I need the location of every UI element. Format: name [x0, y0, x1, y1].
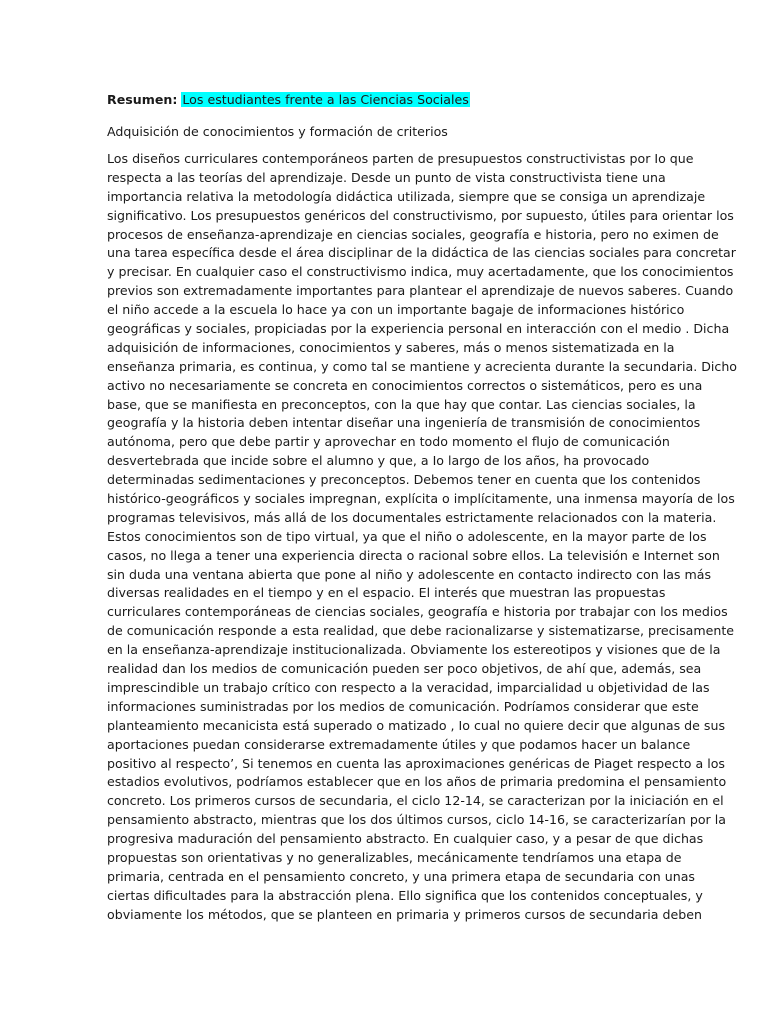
body-text-line: histórico-geográficos y sociales impregnan, explícita o implícitamente, una inmensa mayoría de los: [107, 491, 735, 507]
body-text-line: primaria, centrada en el pensamiento concreto, y una primera etapa de secundaria con unas: [107, 868, 695, 884]
body-text-line: ciertas dificultades para la abstracción plena. Ello significa que los contenidos conceptuales, y: [107, 887, 703, 903]
body-text-line: previos son extremadamente importantes para plantear el aprendizaje de nuevos saberes. Cuando: [107, 283, 734, 299]
body-text-line: en la enseñanza-aprendizaje institucionalizada. Obviamente los estereotipos y visiones que de la: [107, 642, 721, 658]
document-subtitle: Adquisición de conocimientos y formación de criterios: [107, 124, 448, 139]
body-text-line: programas televisivos, más allá de los documentales estrictamente relacionados con la materia.: [107, 509, 717, 525]
body-text-line: progresiva maduración del pensamiento abstracto. En cualquier caso, y a pesar de que dichas: [107, 831, 704, 847]
body-text-line: enseñanza primaria, es continua, y como tal se mantiene y acrecienta durante la secundaria. Dicho: [107, 358, 738, 374]
body-text-line: procesos de enseñanza-aprendizaje en ciencias sociales, geografía e historia, pero no eximen de: [107, 226, 719, 242]
body-text-line: planteamiento mecanicista está superado o matizado , Io cual no quiere decir que algunas de sus: [107, 717, 726, 733]
body-text-line: y precisar. En cualquier caso el constructivismo indica, muy acertadamente, que los conocimientos: [107, 264, 734, 280]
body-text-line: positivo al respecto’, Si tenemos en cuenta las aproximaciones genéricas de Piaget respecto a los: [107, 755, 725, 771]
body-text-line: propuestas son orientativas y no generalizables, mecánicamente tendríamos una etapa de: [107, 849, 682, 865]
body-text-line: informaciones suministradas por los medios de comunicación. Podríamos considerar que este: [107, 698, 699, 714]
document-page: [107, 89, 738, 925]
body-text-line: activo no necesariamente se concreta en conocimientos correctos o sistemáticos, pero es una: [107, 377, 703, 393]
body-text-line: de comunicación responde a esta realidad, que debe racionalizarse y sistematizarse, precisamente: [107, 623, 735, 639]
body-text-line: determinadas sedimentaciones y preconceptos. Debemos tener en cuenta que los contenidos: [107, 472, 701, 488]
heading-title-highlighted: Los estudiantes frente a las Ciencias Sociales: [182, 92, 469, 107]
heading-label: Resumen:: [107, 92, 178, 107]
body-text-line: geografía y la historia deben intentar diseñar una ingeniería de transmisión de conocimientos: [107, 415, 701, 431]
body-text-line: diversas realidades en el tiempo y en el espacio. El interés que muestran las propuestas: [107, 585, 666, 601]
document-heading: [107, 89, 667, 111]
body-text-line: pensamiento abstracto, mientras que los dos últimos cursos, ciclo 14-16, se caracterizarían por la: [107, 812, 726, 828]
body-text-line: aportaciones puedan considerarse extremadamente útiles y que podamos hacer un balance: [107, 736, 691, 752]
body-text-line: adquisición de informaciones, conocimientos y saberes, más o menos sistematizada en la: [107, 339, 675, 355]
body-text-line: curriculares contemporáneas de ciencias sociales, geografía e historia por trabajar con los medios: [107, 604, 728, 620]
body-text-line: imprescindible un trabajo crítico con respecto a la veracidad, imparcialidad u objetividad de las: [107, 679, 710, 695]
body-text-line: significativo. Los presupuestos genéricos del constructivismo, por supuesto, útiles para orientar los: [107, 207, 734, 223]
body-text-line: obviamente los métodos, que se planteen en primaria y primeros cursos de secundaria deben: [107, 906, 702, 922]
body-text-line: Estos conocimientos son de tipo virtual, ya que el niño o adolescente, en la mayor parte de los: [107, 528, 707, 544]
body-text-line: una tarea específica desde el área disciplinar de la didáctica de las ciencias sociales para concretar: [107, 245, 736, 261]
document-body: [107, 150, 738, 925]
body-text-line: estadios evolutivos, podríamos establecer que en los años de primaria predomina el pensamiento: [107, 774, 727, 790]
body-text-line: desvertebrada que incide sobre el alumno y que, a Io largo de los años, ha provocado: [107, 453, 650, 469]
body-text-line: concreto. Los primeros cursos de secundaria, el ciclo 12-14, se caracterizan por la iniciación en el: [107, 793, 724, 809]
body-text-line: sin duda una ventana abierta que pone al niño y adolescente en contacto indirecto con las más: [107, 566, 712, 582]
body-text-line: importancia relativa la metodología didáctica utilizada, siempre que se consiga un aprendizaje: [107, 188, 706, 204]
body-text-line: Los diseños curriculares contemporáneos parten de presupuestos constructivistas por Io que: [107, 151, 694, 166]
body-text-line: casos, no llega a tener una experiencia directa o racional sobre ellos. La televisión e Internet son: [107, 547, 720, 563]
body-text-line: autónoma, pero que debe partir y aprovechar en todo momento el flujo de comunicación: [107, 434, 670, 450]
body-text-line: realidad dan los medios de comunicación pueden ser poco objetivos, de ahí que, además, sea: [107, 661, 702, 677]
body-text-line: respecta a las teorías del aprendizaje. Desde un punto de vista constructivista tiene una: [107, 169, 666, 185]
body-text-line: geográficas y sociales, propiciadas por la experiencia personal en interacción con el medio . Dicha: [107, 321, 730, 337]
body-text-line: el niño accede a la escuela lo hace ya con un importante bagaje de informaciones histórico: [107, 302, 685, 318]
body-text-line: base, que se manifiesta en preconceptos, con la que hay que contar. Las ciencias sociales, la: [107, 396, 696, 412]
